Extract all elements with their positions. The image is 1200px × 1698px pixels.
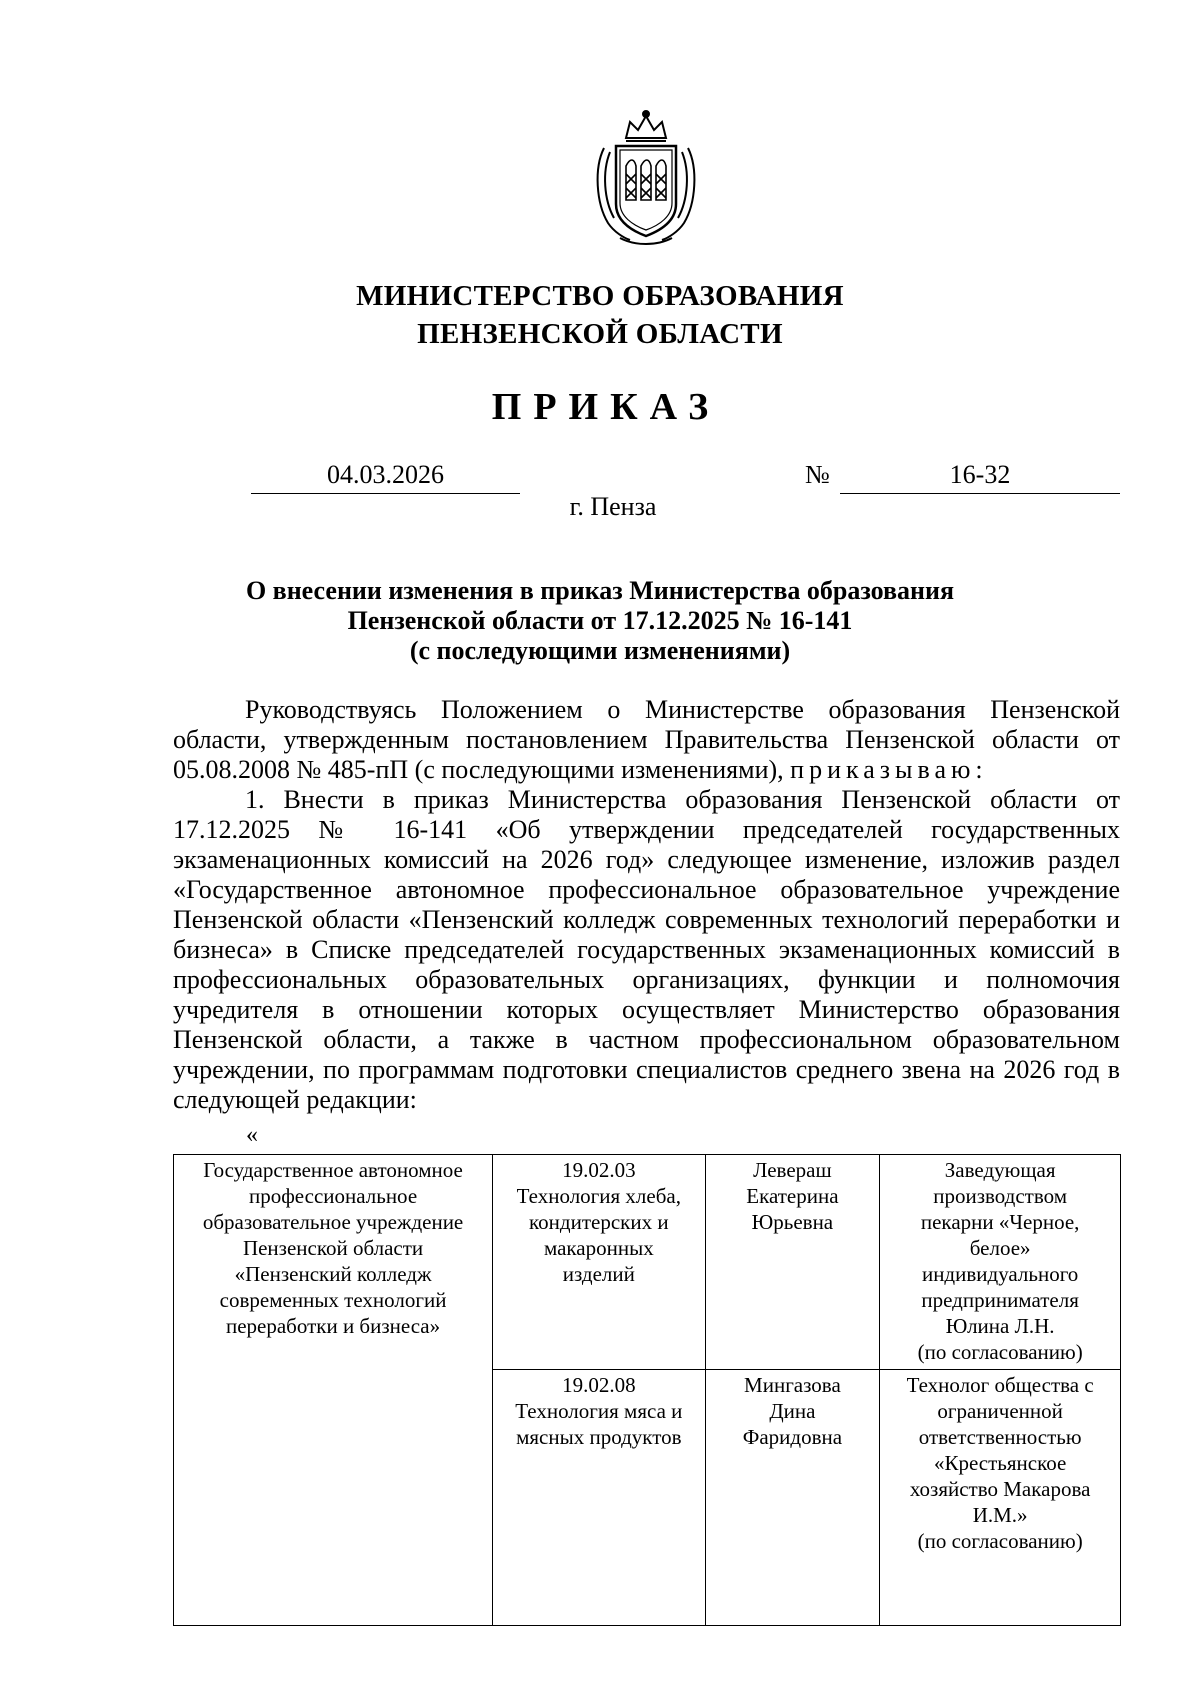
document-type-title: ПРИКАЗ: [491, 386, 721, 428]
position-line: ограниченной: [937, 1399, 1063, 1423]
order-date: 04.03.2026: [251, 460, 520, 494]
position-line: «Крестьянское: [933, 1451, 1067, 1475]
position-line: предпринимателя: [921, 1288, 1079, 1312]
institution-line: «Пензенский колледж: [234, 1262, 432, 1286]
ministry-name-line2: ПЕНЗЕНСКОЙ ОБЛАСТИ: [417, 318, 783, 350]
order-number: 16-32: [840, 460, 1120, 494]
institution-line: Пензенской области: [242, 1236, 424, 1260]
position-line: (по согласованию): [917, 1340, 1083, 1364]
chair-name-line: Мингазова: [744, 1373, 841, 1397]
chair-name-line: Левераш: [753, 1158, 832, 1182]
position-line: хозяйство Макарова: [909, 1477, 1091, 1501]
specialty-line: кондитерских и: [529, 1210, 669, 1234]
specialty-line: мясных продуктов: [516, 1425, 682, 1449]
specialty-cell: [493, 1155, 705, 1370]
paragraph-basis-text: Руководствуясь Положением о Министерстве образования Пензенской области, утвержденным постановлением Правительства Пензенской области от 05.08.2008 № 485-пП (с последующими изменениями),: [173, 695, 1120, 784]
specialty-line: макаронных: [543, 1236, 654, 1260]
specialty-line: 19.02.03: [562, 1158, 636, 1182]
institution-line: образовательное учреждение: [202, 1210, 464, 1234]
position-line: пекарни «Черное,: [920, 1210, 1080, 1234]
institution-cell: [174, 1155, 493, 1626]
position-line: белое»: [969, 1236, 1031, 1260]
specialty-line: изделий: [562, 1262, 635, 1286]
ministry-name-line1: МИНИСТЕРСТВО ОБРАЗОВАНИЯ: [356, 280, 844, 312]
position-line: Заведующая: [944, 1158, 1056, 1182]
specialty-line: Технология мяса и: [515, 1399, 683, 1423]
subject-line1: О внесении изменения в приказ Министерства образования: [245, 576, 955, 605]
specialty-cell: [493, 1370, 705, 1626]
position-line: Технолог общества с: [906, 1373, 1094, 1397]
position-line: Юлина Л.Н.: [945, 1314, 1055, 1338]
chair-name-cell: [705, 1370, 880, 1626]
penza-region-coat-of-arms-icon: [590, 108, 702, 248]
position-line: ответственностью: [918, 1425, 1082, 1449]
chair-name-cell: [705, 1155, 880, 1370]
number-label: №: [805, 460, 830, 489]
position-line: производством: [933, 1184, 1068, 1208]
position-cell: [880, 1155, 1121, 1370]
chair-name-line: Екатерина: [746, 1184, 839, 1208]
position-line: (по согласованию): [917, 1529, 1083, 1553]
open-quote: «: [246, 1122, 258, 1148]
paragraph-basis: [173, 695, 1120, 785]
chairs-table: [173, 1154, 1121, 1626]
chair-name-line: Фаридовна: [742, 1425, 843, 1449]
position-line: индивидуального: [921, 1262, 1079, 1286]
city: г. Пенза: [569, 492, 657, 521]
institution-line: современных технологий: [219, 1288, 447, 1312]
institution-line: переработки и бизнеса»: [225, 1314, 441, 1338]
specialty-line: 19.02.08: [562, 1373, 636, 1397]
subject-line2: Пензенской области от 17.12.2025 № 16-141: [347, 606, 853, 635]
specialty-line: Технология хлеба,: [516, 1184, 681, 1208]
chair-name-line: Дина: [769, 1399, 816, 1423]
position-line: И.М.»: [972, 1503, 1028, 1527]
position-cell: [880, 1370, 1121, 1626]
chair-name-line: Юрьевна: [751, 1210, 834, 1234]
order-word: приказываю:: [790, 755, 988, 784]
institution-line: профессиональное: [248, 1184, 418, 1208]
table-row: [174, 1155, 1121, 1370]
subject-line3: (с последующими изменениями): [409, 636, 791, 665]
institution-line: Государственное автономное: [203, 1158, 463, 1182]
paragraph-item-1: 1. Внести в приказ Министерства образования Пензенской области от 17.12.2025 № 16-141 «Об утверждении председателей государственных экзаменационных комиссий на 2026 год» следующее изменение, изложив раздел «Государственное автономное профессиональное образовательное учреждение Пензенской области «Пензенский колледж современных технологий переработки и бизнеса» в Списке председателей государственных экзаменационных комиссий в профессиональных образовательных организациях, функции и полномочия учредителя в отношении которых осуществляет Министерство образования Пензенской области, а также в частном профессиональном образовательном учреждении, по программам подготовки специалистов среднего звена на 2026 год в следующей редакции:: [173, 785, 1120, 1114]
